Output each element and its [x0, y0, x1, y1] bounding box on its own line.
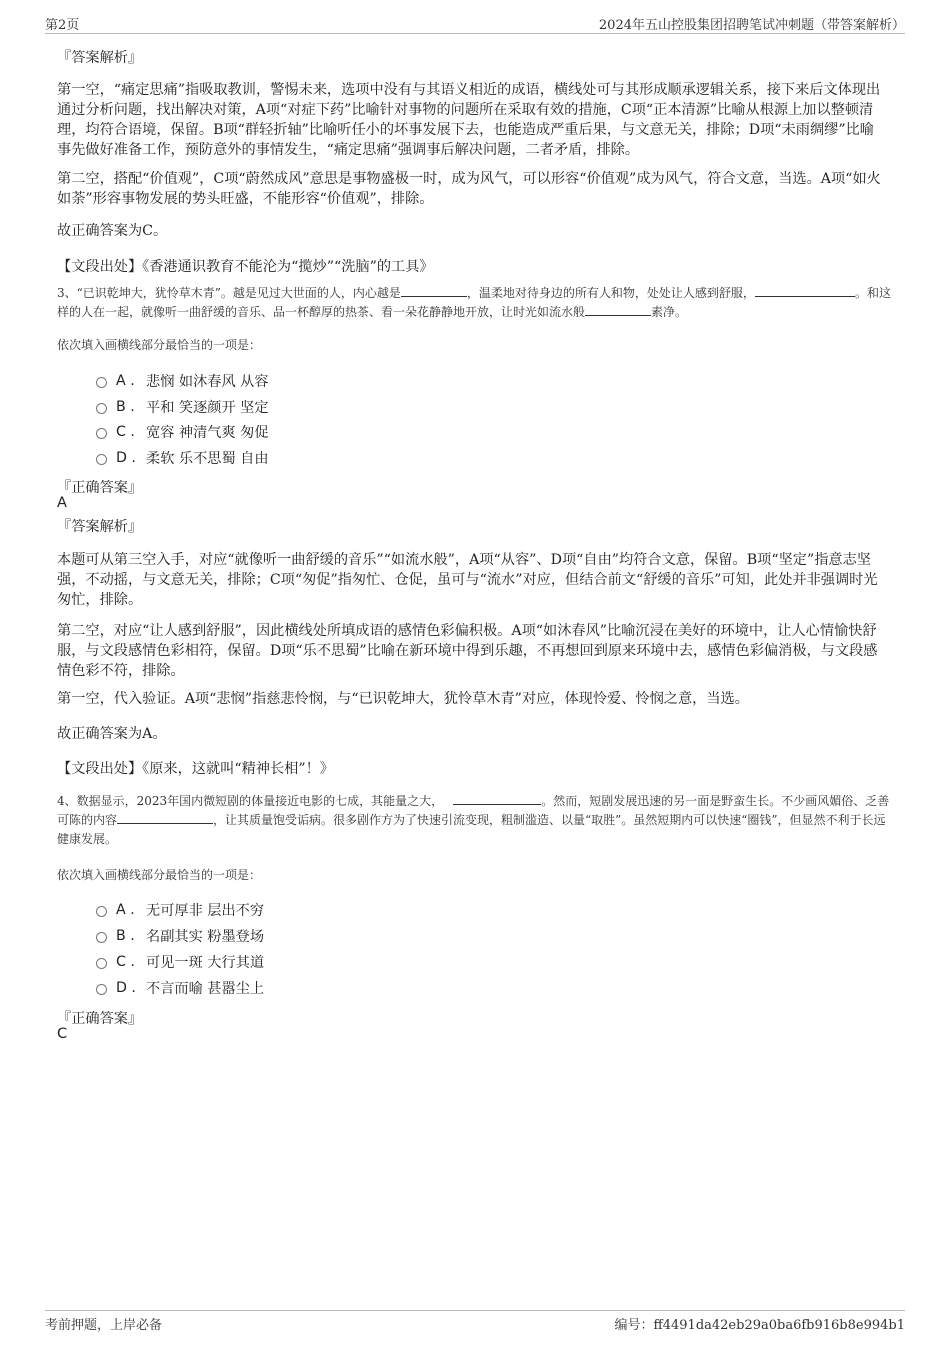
q3-analysis-paragraph-1: 本题可从第三空入手，对应“就像听一曲舒缓的音乐”“如流水般”，A项“从容”、D项“自由”均符合文意，保留。B项“坚定”指意志坚强，不动摇，与文意无关，排除；C项“匆促”指匆忙、仓促，虽可与“流水”对应，但结合前文“舒缓的音乐”可知，此处并非强调时光匆忙，排除。	[57, 552, 878, 608]
q3-stem-part: ，温柔地对待身边的所有人和物，处处让人感到舒服，	[466, 286, 755, 300]
q3-conclusion: 故正确答案为A。	[57, 726, 167, 742]
q4-option-c[interactable]	[96, 950, 264, 974]
option-letter: B .	[116, 928, 135, 944]
footer-divider	[45, 1310, 905, 1311]
radio-icon[interactable]	[96, 428, 107, 439]
q4-stem-part: 4、数据显示，2023年国内微短剧的体量接近电影的七成，其能量之大，	[57, 794, 444, 808]
option-text: 平和 笑逐颜开 坚定	[146, 400, 269, 416]
radio-icon[interactable]	[96, 984, 107, 995]
q3-correct-answer: A	[57, 495, 67, 511]
q3-stem	[57, 284, 897, 322]
q3-stem-part: 素净。	[651, 305, 688, 319]
option-text: 名副其实 粉墨登场	[146, 929, 265, 945]
q4-option-d[interactable]	[96, 976, 264, 1000]
q4-correct-answer: C	[57, 1026, 68, 1042]
option-text: 宽容 神清气爽 匆促	[146, 425, 269, 441]
option-letter: A .	[116, 902, 135, 918]
fill-blank	[453, 793, 541, 805]
q4-stem	[57, 792, 897, 849]
fill-blank	[585, 304, 651, 316]
fill-blank	[117, 812, 213, 824]
q2-source: 【文段出处】《香港通识教育不能沦为“揽炒”“洗脑”的工具》	[57, 259, 434, 275]
q3-option-d[interactable]	[96, 446, 269, 470]
q3-stem-part: 3、“已识乾坤大，犹怜草木青”。越是见过大世面的人，内心越是	[57, 286, 401, 300]
option-text: 柔软 乐不思蜀 自由	[146, 451, 269, 467]
q4-option-a[interactable]	[96, 898, 264, 922]
q3-option-a[interactable]	[96, 369, 269, 393]
q3-option-c[interactable]	[96, 420, 269, 444]
option-letter: B .	[116, 399, 135, 415]
option-letter: C .	[116, 424, 135, 440]
footer-serial: 编号：ff4491da42eb29a0ba6fb916b8e994b1	[614, 1318, 905, 1333]
radio-icon[interactable]	[96, 906, 107, 917]
q3-option-b[interactable]	[96, 395, 269, 419]
q2-conclusion: 故正确答案为C。	[57, 223, 168, 239]
q2-analysis-paragraph-1: 第一空，“痛定思痛”指吸取教训，警惕未来，选项中没有与其语义相近的成语，横线处可与其形成顺承逻辑关系，接下来后文体现出通过分析问题，找出解决对策，A项“对症下药”比喻针对事物的问题所在采取有效的措施，C项“正本清源”比喻从根源上加以整顿清理，均符合语境，保留。B项“群轻折轴”比喻听任小的坏事发展下去，也能造成严重后果，与文意无关，排除；D项“未雨绸缪”比喻事先做好准备工作，预防意外的事情发生，“痛定思痛”强调事后解决问题，二者矛盾，排除。	[57, 82, 881, 158]
q2-analysis-label: 『答案解析』	[57, 50, 143, 66]
option-text: 可见一斑 大行其道	[146, 955, 265, 971]
fill-blank	[401, 285, 467, 297]
option-letter: D .	[116, 450, 136, 466]
q3-instruction: 依次填入画横线部分最恰当的一项是：	[57, 338, 262, 352]
fill-blank	[755, 285, 855, 297]
footer-slogan: 考前押题，上岸必备	[45, 1318, 163, 1333]
q4-correct-label: 『正确答案』	[57, 1011, 143, 1027]
radio-icon[interactable]	[96, 403, 107, 414]
page-number: 第2页	[45, 18, 80, 33]
option-letter: C .	[116, 954, 135, 970]
q3-analysis-paragraph-2: 第二空，对应“让人感到舒服”，因此横线处所填成语的感情色彩偏积极。A项“如沐春风”比喻沉浸在美好的环境中，让人心情愉快舒服，与文段感情色彩相符，保留。D项“乐不思蜀”比喻在新环境中得到乐趣，不再想回到原来环境中去，感情色彩偏消极，与文段感情色彩不符，排除。	[57, 623, 878, 679]
radio-icon[interactable]	[96, 932, 107, 943]
q4-instruction: 依次填入画横线部分最恰当的一项是：	[57, 868, 262, 882]
radio-icon[interactable]	[96, 958, 107, 969]
q4-stem-part: ，让其质量饱受诟病。很多剧作方为了快速引流变现，粗制滥造、以量“取胜”。虽然短期内可以快速“圈钱”，但显然不利于长远健康发展。	[57, 813, 886, 846]
q3-analysis-label: 『答案解析』	[57, 519, 143, 535]
option-text: 无可厚非 层出不穷	[146, 903, 265, 919]
q4-stem-part: 。然而，短剧发展迅速的另一面是野蛮生长。不少画风媚俗、乏善可陈的内容	[57, 794, 890, 827]
q4-option-b[interactable]	[96, 924, 264, 948]
q2-analysis-paragraph-2: 第二空，搭配“价值观”，C项“蔚然成风”意思是事物盛极一时，成为风气，可以形容“价值观”成为风气，符合文意，当选。A项“如火如荼”形容事物发展的势头旺盛，不能形容“价值观”，排除。	[57, 171, 881, 207]
q3-stem-part: 。和这样的人在一起，就像听一曲舒缓的音乐、品一杯醇厚的热茶、看一朵花静静地开放，让时光如流水般	[57, 286, 891, 319]
header-divider	[45, 33, 905, 34]
q3-source: 【文段出处】《原来，这就叫“精神长相”！》	[57, 761, 334, 777]
radio-icon[interactable]	[96, 454, 107, 465]
q3-analysis-paragraph-3: 第一空，代入验证。A项“悲悯”指慈悲怜悯，与“已识乾坤大，犹怜草木青”对应，体现怜爱、怜悯之意，当选。	[57, 691, 749, 707]
radio-icon[interactable]	[96, 377, 107, 388]
q3-correct-label: 『正确答案』	[57, 480, 143, 496]
option-text: 悲悯 如沐春风 从容	[146, 374, 269, 390]
document-title: 2024年五山控股集团招聘笔试冲刺题（带答案解析）	[598, 18, 905, 33]
option-text: 不言而喻 甚嚣尘上	[146, 981, 265, 997]
option-letter: A .	[116, 373, 135, 389]
option-letter: D .	[116, 980, 136, 996]
